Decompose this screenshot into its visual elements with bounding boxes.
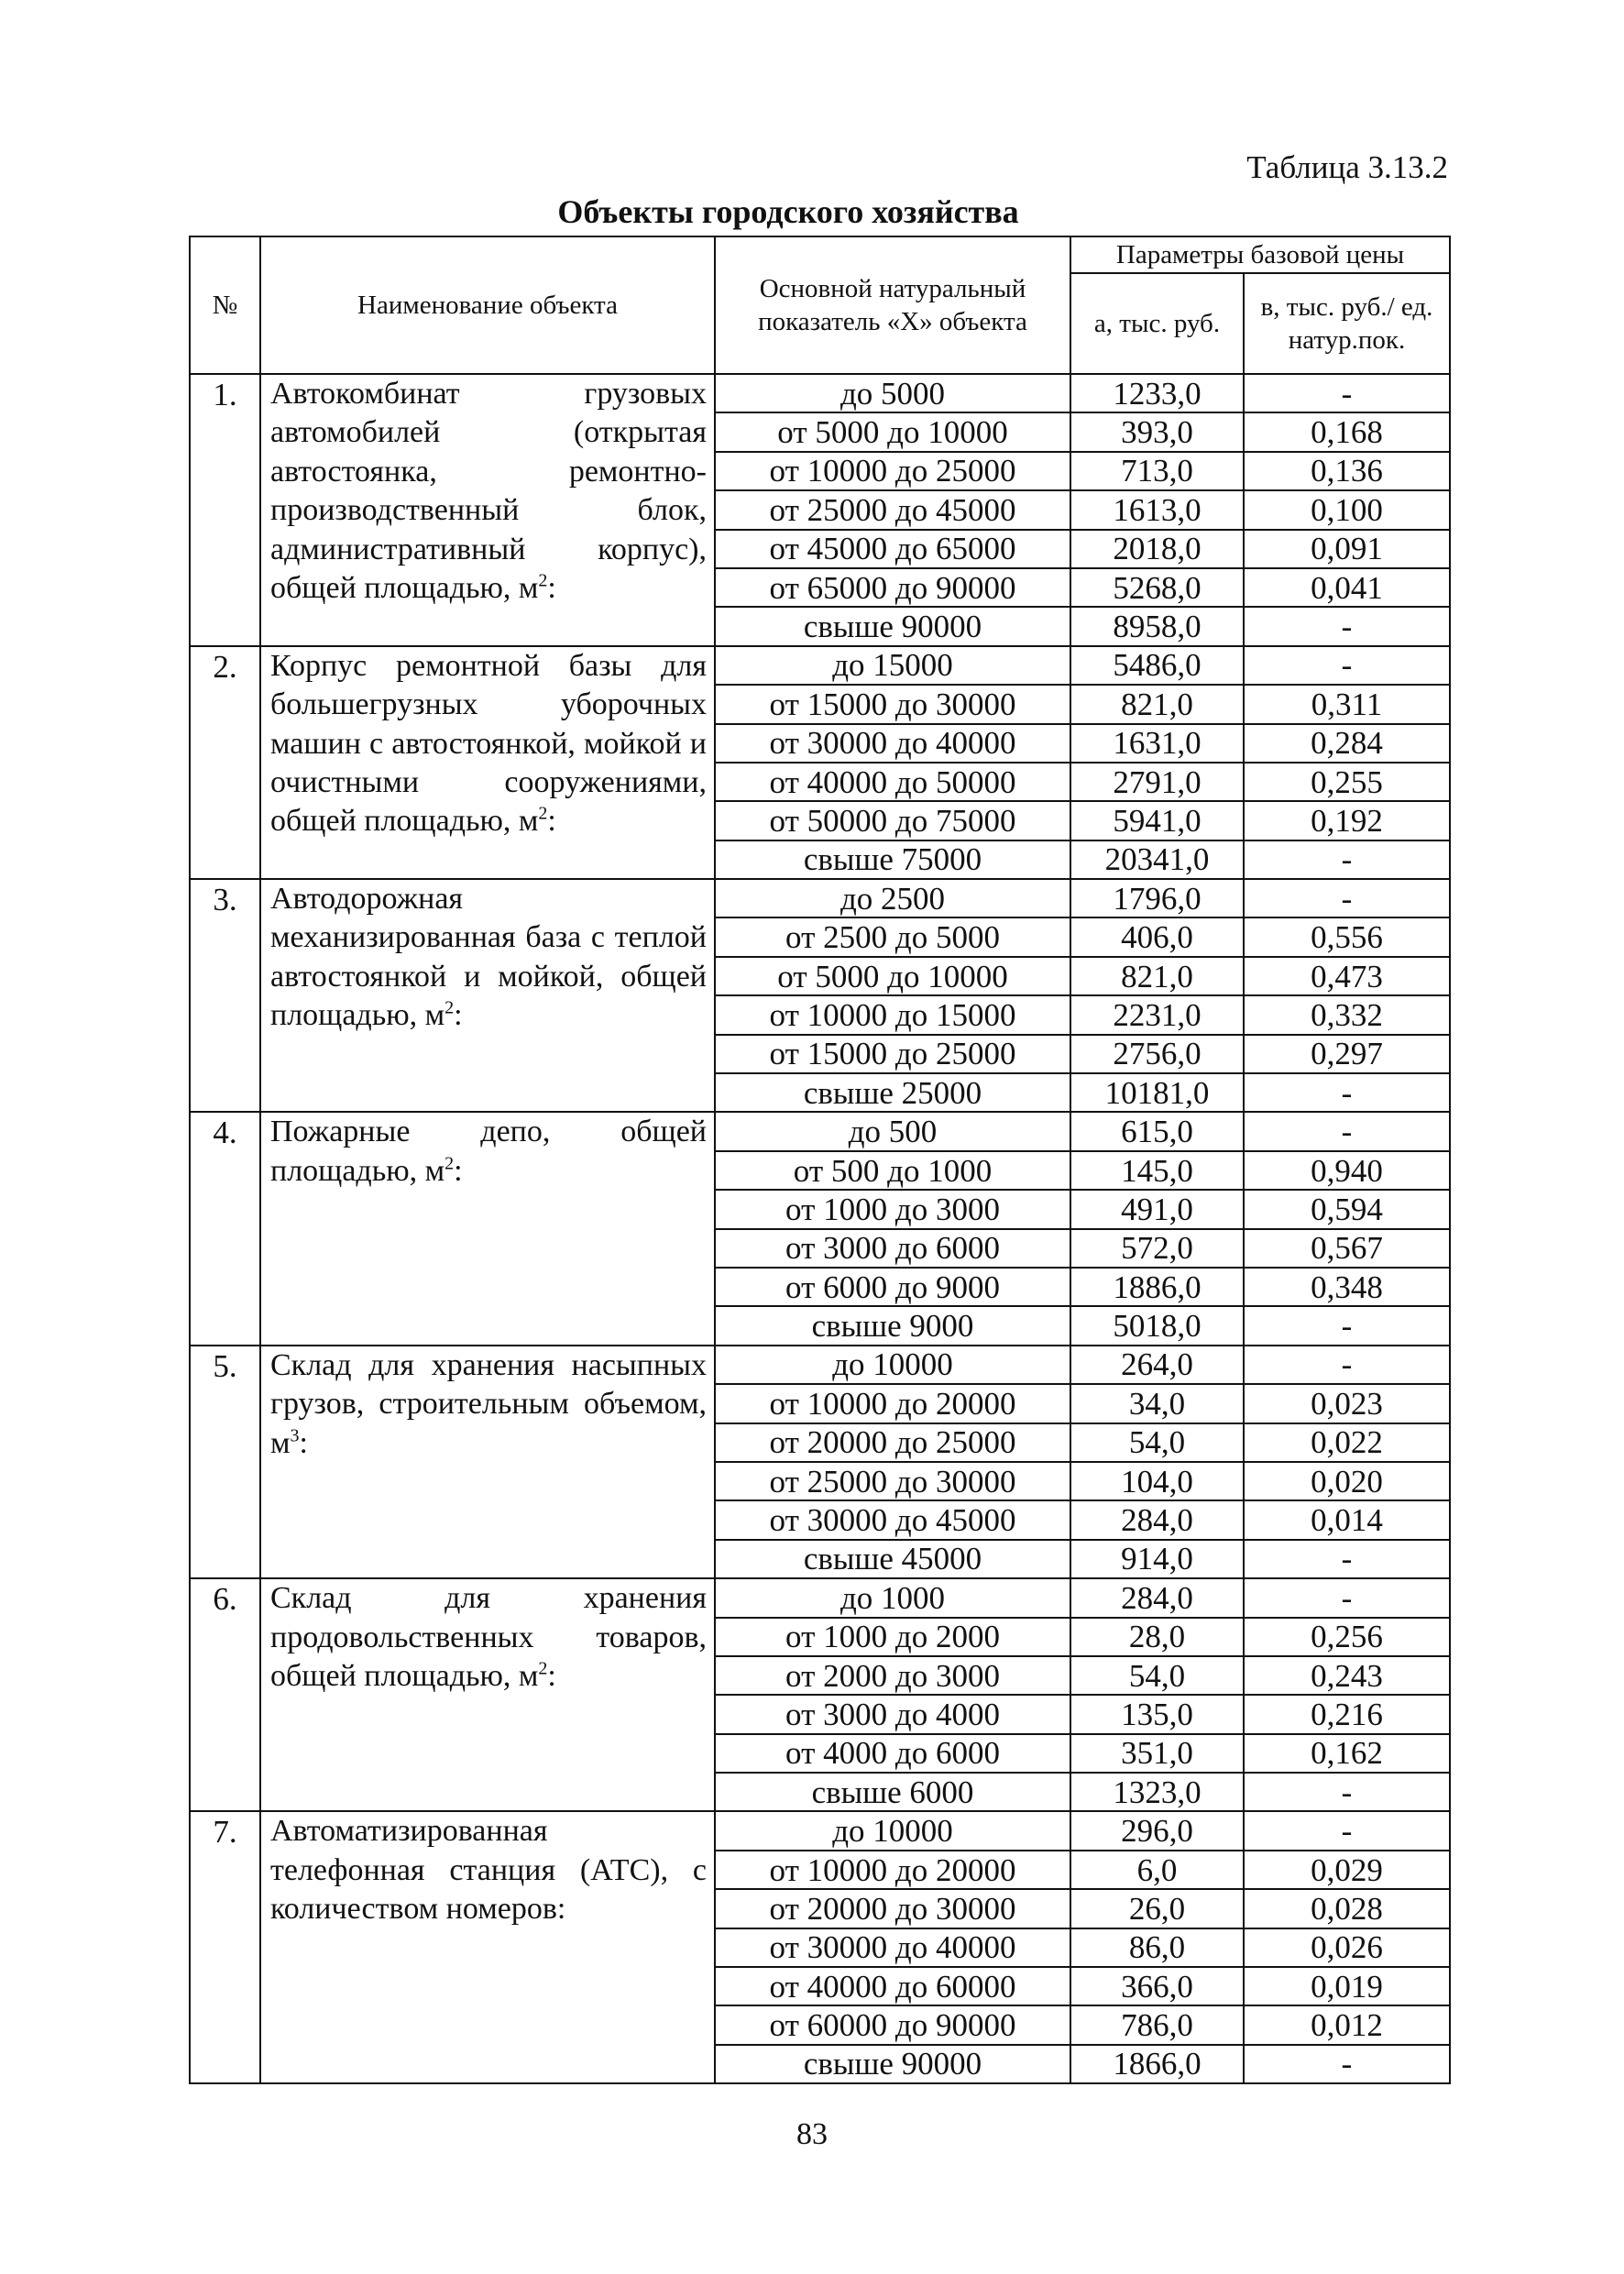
param-b-value: 0,567 bbox=[1244, 1229, 1450, 1268]
unit-superscript: 3 bbox=[290, 1425, 300, 1446]
param-a-value: 26,0 bbox=[1070, 1889, 1244, 1928]
param-a-value: 54,0 bbox=[1070, 1423, 1244, 1462]
indicator-range: от 5000 до 10000 bbox=[715, 957, 1070, 995]
param-b-value: 0,255 bbox=[1244, 763, 1450, 801]
indicator-range: свыше 90000 bbox=[715, 607, 1070, 645]
indicator-range: свыше 6000 bbox=[715, 1773, 1070, 1811]
param-a-value: 135,0 bbox=[1070, 1695, 1244, 1733]
indicator-range: от 2000 до 3000 bbox=[715, 1656, 1070, 1695]
param-b-value: 0,022 bbox=[1244, 1423, 1450, 1462]
param-b-value: 0,594 bbox=[1244, 1190, 1450, 1228]
header-number: № bbox=[190, 236, 260, 374]
param-a-value: 1631,0 bbox=[1070, 724, 1244, 763]
param-b-value: 0,026 bbox=[1244, 1928, 1450, 1967]
indicator-range: до 10000 bbox=[715, 1346, 1070, 1384]
param-a-value: 914,0 bbox=[1070, 1540, 1244, 1578]
param-b-value: 0,192 bbox=[1244, 801, 1450, 840]
indicator-range: от 5000 до 10000 bbox=[715, 412, 1070, 451]
param-a-value: 572,0 bbox=[1070, 1229, 1244, 1268]
param-a-value: 713,0 bbox=[1070, 452, 1244, 490]
object-name-text: Автокомбинат грузовых автомобилей (открытая автостоянка, ремонтно-производственный блок, административный корпус), общей площадью, м bbox=[270, 377, 707, 606]
param-a-value: 5486,0 bbox=[1070, 646, 1244, 685]
param-b-value: - bbox=[1244, 1773, 1450, 1811]
unit-superscript: 2 bbox=[538, 1658, 548, 1679]
table-row bbox=[190, 1578, 1450, 1617]
indicator-range: от 1000 до 3000 bbox=[715, 1190, 1070, 1228]
object-name bbox=[260, 1346, 715, 1578]
table-row bbox=[190, 1811, 1450, 1850]
param-a-value: 5018,0 bbox=[1070, 1306, 1244, 1345]
indicator-range: свыше 90000 bbox=[715, 2045, 1070, 2083]
param-a-value: 5941,0 bbox=[1070, 801, 1244, 840]
param-a-value: 786,0 bbox=[1070, 2005, 1244, 2044]
param-b-value: - bbox=[1244, 1112, 1450, 1150]
object-number: 1. bbox=[190, 374, 260, 646]
indicator-range: от 25000 до 30000 bbox=[715, 1462, 1070, 1500]
object-name-suffix: : bbox=[454, 998, 463, 1033]
indicator-range: до 5000 bbox=[715, 374, 1070, 412]
param-a-value: 5268,0 bbox=[1070, 568, 1244, 607]
param-a-value: 2756,0 bbox=[1070, 1035, 1244, 1073]
param-a-value: 20341,0 bbox=[1070, 840, 1244, 879]
param-a-value: 1796,0 bbox=[1070, 879, 1244, 917]
param-b-value: 0,556 bbox=[1244, 917, 1450, 956]
param-b-value: - bbox=[1244, 374, 1450, 412]
header-base-price-parameters: Параметры базовой цены bbox=[1070, 236, 1450, 273]
indicator-range: от 20000 до 25000 bbox=[715, 1423, 1070, 1462]
object-name-text: Пожарные депо, общей площадью, м bbox=[270, 1115, 707, 1188]
object-name bbox=[260, 1112, 715, 1345]
object-name-text: Склад для хранения насыпных грузов, строительным объемом, м bbox=[270, 1347, 707, 1460]
indicator-range: от 40000 до 60000 bbox=[715, 1967, 1070, 2005]
indicator-range: от 6000 до 9000 bbox=[715, 1268, 1070, 1306]
object-name bbox=[260, 646, 715, 879]
object-name-text: Автоматизированная телефонная станция (АТС), с количеством номеров: bbox=[270, 1814, 707, 1927]
indicator-range: до 1000 bbox=[715, 1578, 1070, 1617]
param-a-value: 1233,0 bbox=[1070, 374, 1244, 412]
param-a-value: 104,0 bbox=[1070, 1462, 1244, 1500]
param-b-value: 0,100 bbox=[1244, 490, 1450, 529]
param-b-value: - bbox=[1244, 1811, 1450, 1850]
param-b-value: 0,348 bbox=[1244, 1268, 1450, 1306]
param-b-value: 0,297 bbox=[1244, 1035, 1450, 1073]
param-a-value: 86,0 bbox=[1070, 1928, 1244, 1967]
object-name-suffix: : bbox=[547, 571, 556, 606]
object-name-text: Автодорожная механизированная база с теплой автостоянкой и мойкой, общей площадью, м bbox=[270, 882, 707, 1033]
param-b-value: - bbox=[1244, 607, 1450, 645]
table-body bbox=[190, 374, 1450, 2083]
indicator-range: свыше 75000 bbox=[715, 840, 1070, 879]
indicator-range: до 500 bbox=[715, 1112, 1070, 1150]
unit-superscript: 2 bbox=[444, 1153, 455, 1174]
indicator-range: от 30000 до 45000 bbox=[715, 1500, 1070, 1539]
indicator-range: от 15000 до 25000 bbox=[715, 1035, 1070, 1073]
param-b-value: - bbox=[1244, 1073, 1450, 1112]
param-b-value: 0,284 bbox=[1244, 724, 1450, 763]
param-b-value: - bbox=[1244, 1578, 1450, 1617]
indicator-range: от 45000 до 65000 bbox=[715, 530, 1070, 568]
param-b-value: 0,091 bbox=[1244, 530, 1450, 568]
object-number: 4. bbox=[190, 1112, 260, 1345]
indicator-range: от 50000 до 75000 bbox=[715, 801, 1070, 840]
indicator-range: свыше 25000 bbox=[715, 1073, 1070, 1112]
param-b-value: - bbox=[1244, 840, 1450, 879]
param-a-value: 1866,0 bbox=[1070, 2045, 1244, 2083]
param-b-value: 0,019 bbox=[1244, 1967, 1450, 2005]
param-b-value: 0,311 bbox=[1244, 685, 1450, 723]
table-row bbox=[190, 879, 1450, 917]
param-a-value: 296,0 bbox=[1070, 1811, 1244, 1850]
indicator-range: свыше 45000 bbox=[715, 1540, 1070, 1578]
indicator-range: от 10000 до 25000 bbox=[715, 452, 1070, 490]
indicator-range: от 60000 до 90000 bbox=[715, 2005, 1070, 2044]
param-a-value: 351,0 bbox=[1070, 1734, 1244, 1773]
param-b-value: 0,041 bbox=[1244, 568, 1450, 607]
header-param-a: а, тыс. руб. bbox=[1070, 273, 1244, 374]
param-b-value: 0,014 bbox=[1244, 1500, 1450, 1539]
table-row bbox=[190, 646, 1450, 685]
param-a-value: 1323,0 bbox=[1070, 1773, 1244, 1811]
object-name bbox=[260, 374, 715, 646]
param-a-value: 821,0 bbox=[1070, 957, 1244, 995]
param-a-value: 821,0 bbox=[1070, 685, 1244, 723]
param-b-value: 0,243 bbox=[1244, 1656, 1450, 1695]
param-a-value: 1613,0 bbox=[1070, 490, 1244, 529]
param-b-value: 0,162 bbox=[1244, 1734, 1450, 1773]
indicator-range: от 10000 до 15000 bbox=[715, 995, 1070, 1034]
header-natural-indicator: Основной натуральный показатель «Х» объекта bbox=[715, 236, 1070, 374]
param-a-value: 10181,0 bbox=[1070, 1073, 1244, 1112]
object-name-text: Склад для хранения продовольственных товаров, общей площадью, м bbox=[270, 1581, 707, 1693]
param-b-value: 0,136 bbox=[1244, 452, 1450, 490]
param-b-value: 0,473 bbox=[1244, 957, 1450, 995]
unit-superscript: 2 bbox=[444, 997, 455, 1018]
param-b-value: 0,023 bbox=[1244, 1384, 1450, 1423]
object-name bbox=[260, 879, 715, 1112]
object-name-text: Корпус ремонтной базы для большегрузных уборочных машин с автостоянкой, мойкой и очистными сооружениями, общей площадью, м bbox=[270, 648, 707, 839]
object-name-suffix: : bbox=[454, 1153, 463, 1188]
table-title: Объекты городского хозяйства bbox=[557, 193, 1019, 230]
param-a-value: 491,0 bbox=[1070, 1190, 1244, 1228]
object-number: 2. bbox=[190, 646, 260, 879]
table-row bbox=[190, 1112, 1450, 1150]
unit-superscript: 2 bbox=[538, 804, 548, 825]
indicator-range: до 2500 bbox=[715, 879, 1070, 917]
param-b-value: 0,028 bbox=[1244, 1889, 1450, 1928]
object-number: 7. bbox=[190, 1811, 260, 2083]
indicator-range: до 10000 bbox=[715, 1811, 1070, 1850]
param-b-value: 0,256 bbox=[1244, 1618, 1450, 1656]
object-name bbox=[260, 1811, 715, 2083]
indicator-range: от 3000 до 4000 bbox=[715, 1695, 1070, 1733]
header-param-b: в, тыс. руб./ ед. натур.пок. bbox=[1244, 273, 1450, 374]
object-name-suffix: : bbox=[547, 804, 556, 839]
param-b-value: - bbox=[1244, 1540, 1450, 1578]
page-number: 83 bbox=[796, 2117, 828, 2151]
indicator-range: от 15000 до 30000 bbox=[715, 685, 1070, 723]
param-b-value: - bbox=[1244, 646, 1450, 685]
param-b-value: 0,332 bbox=[1244, 995, 1450, 1034]
param-a-value: 1886,0 bbox=[1070, 1268, 1244, 1306]
param-b-value: 0,020 bbox=[1244, 1462, 1450, 1500]
header-object-name: Наименование объекта bbox=[260, 236, 715, 374]
indicator-range: от 30000 до 40000 bbox=[715, 724, 1070, 763]
table-header bbox=[190, 236, 1450, 374]
param-a-value: 393,0 bbox=[1070, 412, 1244, 451]
param-a-value: 8958,0 bbox=[1070, 607, 1244, 645]
param-a-value: 406,0 bbox=[1070, 917, 1244, 956]
table-row bbox=[190, 1346, 1450, 1384]
param-b-value: 0,029 bbox=[1244, 1851, 1450, 1889]
indicator-range: до 15000 bbox=[715, 646, 1070, 685]
param-a-value: 2231,0 bbox=[1070, 995, 1244, 1034]
indicator-range: от 3000 до 6000 bbox=[715, 1229, 1070, 1268]
table-row bbox=[190, 374, 1450, 412]
param-a-value: 6,0 bbox=[1070, 1851, 1244, 1889]
param-a-value: 284,0 bbox=[1070, 1500, 1244, 1539]
object-number: 5. bbox=[190, 1346, 260, 1578]
param-a-value: 54,0 bbox=[1070, 1656, 1244, 1695]
unit-superscript: 2 bbox=[538, 570, 548, 591]
indicator-range: свыше 9000 bbox=[715, 1306, 1070, 1345]
param-a-value: 34,0 bbox=[1070, 1384, 1244, 1423]
indicator-range: от 4000 до 6000 bbox=[715, 1734, 1070, 1773]
param-b-value: - bbox=[1244, 1306, 1450, 1345]
param-a-value: 615,0 bbox=[1070, 1112, 1244, 1150]
object-number: 3. bbox=[190, 879, 260, 1112]
param-b-value: 0,012 bbox=[1244, 2005, 1450, 2044]
param-b-value: - bbox=[1244, 2045, 1450, 2083]
indicator-range: от 25000 до 45000 bbox=[715, 490, 1070, 529]
param-b-value: 0,940 bbox=[1244, 1151, 1450, 1190]
indicator-range: от 40000 до 50000 bbox=[715, 763, 1070, 801]
table-number-label: Таблица 3.13.2 bbox=[1246, 149, 1448, 185]
indicator-range: от 10000 до 20000 bbox=[715, 1851, 1070, 1889]
param-a-value: 366,0 bbox=[1070, 1967, 1244, 2005]
indicator-range: от 20000 до 30000 bbox=[715, 1889, 1070, 1928]
indicator-range: от 65000 до 90000 bbox=[715, 568, 1070, 607]
param-b-value: - bbox=[1244, 1346, 1450, 1384]
param-a-value: 2018,0 bbox=[1070, 530, 1244, 568]
object-name-suffix: : bbox=[299, 1425, 308, 1460]
indicator-range: от 30000 до 40000 bbox=[715, 1928, 1070, 1967]
indicator-range: от 1000 до 2000 bbox=[715, 1618, 1070, 1656]
indicator-range: от 2500 до 5000 bbox=[715, 917, 1070, 956]
param-b-value: - bbox=[1244, 879, 1450, 917]
param-a-value: 284,0 bbox=[1070, 1578, 1244, 1617]
param-a-value: 28,0 bbox=[1070, 1618, 1244, 1656]
param-a-value: 145,0 bbox=[1070, 1151, 1244, 1190]
param-b-value: 0,216 bbox=[1244, 1695, 1450, 1733]
param-a-value: 264,0 bbox=[1070, 1346, 1244, 1384]
param-b-value: 0,168 bbox=[1244, 412, 1450, 451]
price-parameters-table bbox=[189, 236, 1451, 2084]
object-number: 6. bbox=[190, 1578, 260, 1811]
indicator-range: от 500 до 1000 bbox=[715, 1151, 1070, 1190]
object-name-suffix: : bbox=[547, 1658, 556, 1693]
indicator-range: от 10000 до 20000 bbox=[715, 1384, 1070, 1423]
object-name bbox=[260, 1578, 715, 1811]
param-a-value: 2791,0 bbox=[1070, 763, 1244, 801]
